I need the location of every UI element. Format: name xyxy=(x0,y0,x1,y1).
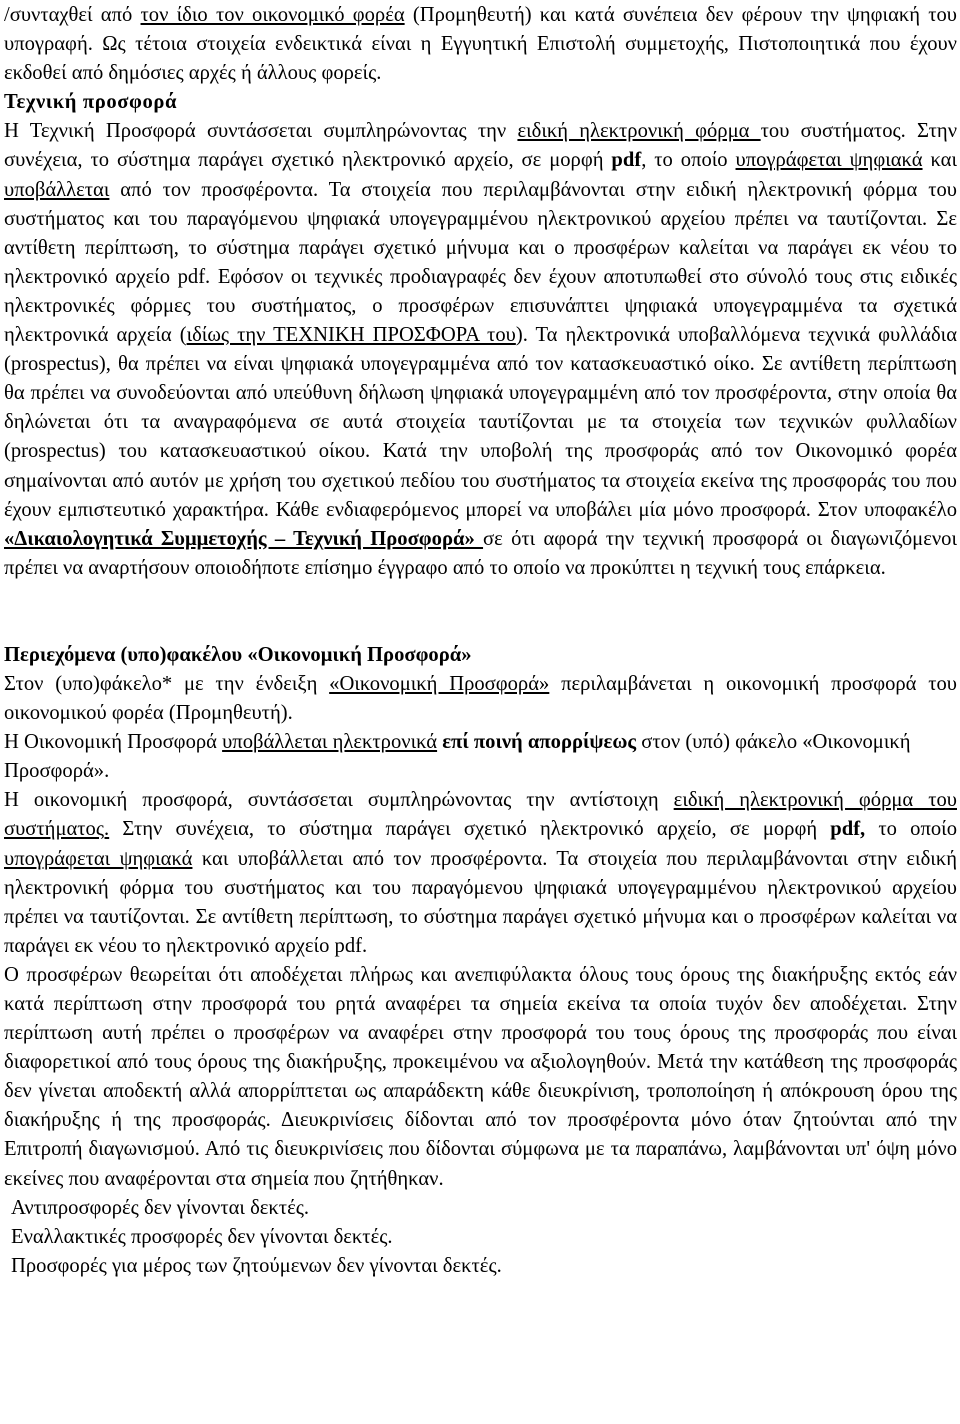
econ-text-2c: στον (υπό) φάκελο «Οικονομική Προσφορά». xyxy=(4,731,911,783)
partial-offers-text: Προσφορές για μέρος των ζητούμενων δεν γίνονται δεκτές. xyxy=(11,1254,502,1277)
econ-text-3c: το οποίο xyxy=(865,818,958,841)
intro-underlined-text: τον ίδιο τον οικονομικό φορέα xyxy=(140,4,405,26)
tech-text-d: και xyxy=(922,149,957,172)
econ-terms-text: Ο προσφέρων θεωρείται ότι αποδέχεται πλήρως και ανεπιφύλακτα όλους τους όρους της διακήρυξης εκτός εάν κατά περίπτωση στην προσφορά του ρητά αναφέρει τα σημεία εκείνα τα οποία τυχόν δεν αποδέχεται. Στην περίπτωση αυτή πρέπει ο προσφέρων να αναφέρει στην προσφορά του τους όρους της προσφοράς που είναι διαφορετικοί από τους όρους της διακήρυξης, προκειμένου να αξιολογηθούν. Μετά την κατάθεση της προσφοράς δεν γίνεται αποδεκτή αλλά απορρίπτεται ως απαράδεκτη κάθε διευκρίνιση, τροποποίηση ή απόκρουση όρου της διακήρυξης ή της προσφοράς. Διευκρινίσεις δίδονται από τον προσφέροντα μόνο όταν ζητούνται από την Επιτροπή διαγωνισμού. Από τις διευκρινίσεις που δίδονται σύμφωνα με τα παραπάνω, λαμβάνονται υπ' όψη μόνο εκείνες που αναφέρονται στα σημεία που ζητήθηκαν. xyxy=(4,963,957,1190)
tech-text-a: Η Τεχνική Προσφορά συντάσσεται συμπληρώνοντας την xyxy=(4,120,518,143)
economic-offer-heading xyxy=(4,641,957,670)
econ-underline-signed: υπογράφεται ψηφιακά xyxy=(4,847,193,870)
econ-text-2a: Η Οικονομική Προσφορά xyxy=(4,731,223,754)
counter-offers-line xyxy=(4,1194,957,1223)
econ-text-1a: Στον (υπο)φάκελο* με την ένδειξη xyxy=(4,672,330,695)
econ-underline-electronic: υποβάλλεται ηλεκτρονικά xyxy=(222,731,438,754)
tech-underline-technical-offer: ιδίως την ΤΕΧΝΙΚΗ ΠΡΟΣΦΟΡΑ του xyxy=(186,324,516,347)
partial-offers-line xyxy=(4,1252,957,1281)
tech-text-c: , το οποίο xyxy=(641,149,736,172)
econ-text-1b: περιλαμβάνεται η οικονομική προσφορά του οικονομικού φορέα (Προμηθευτή). xyxy=(4,672,957,725)
economic-offer-line-3 xyxy=(4,786,957,961)
tech-pdf-bold: pdf xyxy=(611,149,642,172)
econ-underline-form: ειδική ηλεκτρονική φόρμα του συστήματος. xyxy=(4,789,957,841)
tech-underline-form: ειδική ηλεκτρονική φόρμα xyxy=(517,120,761,143)
economic-offer-heading-text: Περιεχόμενα (υπο)φακέλου «Οικονομική Προσφορά» xyxy=(4,643,472,666)
tech-text-g: σε ότι αφορά την τεχνική προσφορά οι διαγωνιζόμενοι πρέπει να αναρτήσουν οποιοδήποτε επίσημο έγγραφο από το οποίο να προκύπτει η τεχνική τους επάρκεια. xyxy=(4,527,957,579)
alternative-offers-text: Εναλλακτικές προσφορές δεν γίνονται δεκτές. xyxy=(11,1225,393,1248)
economic-offer-line-2 xyxy=(4,728,957,786)
tech-text-f: ). Τα ηλεκτρονικά υποβαλλόμενα τεχνικά φυλλάδια (prospectus), θα πρέπει να είναι ψηφιακά υπογεγραμμένα από τον κατασκευαστικό οίκο. Σε αντίθετη περίπτωση θα πρέπει να συνοδεύονται από υπεύθυνη δήλωση ψηφιακά υπογεγραμμένη από τον προσφέροντα, στην οποία θα δηλώνεται ότι τα αναγραφόμενα σε αυτά στοιχεία ταυτίζονται με τα στοιχεία των τεχνικών φυλλαδίων (prospectus) του κατασκευαστικού οίκου. Κατά την υποβολή της προσφοράς από τον Οικονομικό φορέα σημαίνονται από αυτόν με χρήση του σχετικού πεδίου του συστήματος τα στοιχεία εκείνα της προσφοράς του που έχουν εμπιστευτικό χαρακτήρα. Κάθε ενδιαφερόμενος μπορεί να υποβάλει μία μόνο προσφορά. Στον υποφακέλο xyxy=(4,324,957,521)
tech-bold-underlined-envelope: «Δικαιολογητικά Συμμετοχής – Τεχνική Προσφορά» xyxy=(4,527,484,550)
econ-pdf-bold: pdf, xyxy=(830,818,866,841)
section-spacer xyxy=(4,583,957,641)
econ-text-3b: Στην συνέχεια, το σύστημα παράγει σχετικό ηλεκτρονικό αρχείο, σε μορφή xyxy=(109,818,831,841)
intro-text-a: /συνταχθεί από xyxy=(4,4,141,26)
intro-text-b: (Προμηθευτή) και κατά συνέπεια δεν φέρουν την ψηφιακή του υπογραφή. Ως τέτοια στοιχεία ενδεικτικά είναι η Εγγυητική Επιστολή συμμετοχής, Πιστοποιητικά που έχουν εκδοθεί από δημόσιες αρχές ή άλλους φορείς. xyxy=(4,4,958,85)
tech-text-e: από τον προσφέροντα. Τα στοιχεία που περιλαμβάνονται στην ειδική ηλεκτρονική φόρμα του συστήματος και του παραγόμενου ψηφιακά υπογεγραμμένου ηλεκτρονικού αρχείου πρέπει να ταυτίζονται. Σε αντίθετη περίπτωση, το σύστημα παράγει σχετικό μήνυμα και ο προσφέρων καλείται να παράγει εκ νέου το ηλεκτρονικό αρχείο pdf. Εφόσον οι τεχνικές προδιαγραφές δεν έχουν αποτυπωθεί στο σύνολό τους στις ειδικές ηλεκτρονικές φόρμες του συστήματος, ο προσφέρων επισυνάπτει ψηφιακά υπογεγραμμένα τα σχετικά ηλεκτρονικά αρχεία ( xyxy=(4,178,957,347)
econ-text-3a: Η οικονομική προσφορά, συντάσσεται συμπληρώνοντας την αντίστοιχη xyxy=(4,789,674,812)
intro-paragraph xyxy=(4,1,957,88)
economic-offer-line-1 xyxy=(4,670,957,728)
alternative-offers-line xyxy=(4,1223,957,1252)
tech-underline-submitted: υποβάλλεται xyxy=(4,178,110,201)
technical-offer-heading-text: Τεχνική προσφορά xyxy=(4,91,178,114)
tech-text-b: του συστήματος. Στην συνέχεια, το σύστημα παράγει σχετικό ηλεκτρονικό αρχείο, σε μορφή xyxy=(4,120,958,172)
technical-offer-heading xyxy=(4,88,957,117)
counter-offers-text: Αντιπροσφορές δεν γίνονται δεκτές. xyxy=(11,1196,310,1219)
tech-underline-signed: υπογράφεται ψηφιακά xyxy=(735,149,923,172)
econ-bold-penalty: επί ποινή απορρίψεως xyxy=(442,731,637,754)
economic-offer-terms xyxy=(4,961,957,1194)
econ-underline-envelope: «Οικονομική Προσφορά» xyxy=(329,672,550,695)
technical-offer-paragraph xyxy=(4,117,957,583)
econ-text-3d: και υποβάλλεται από τον προσφέροντα. Τα στοιχεία που περιλαμβάνονται στην ειδική ηλεκτρονική φόρμα του συστήματος και του παραγόμενου ψηφιακά υπογεγραμμένου ηλεκτρονικού αρχείου πρέπει να ταυτίζονται. Σε αντίθετη περίπτωση, το σύστημα παράγει σχετικό μήνυμα και ο προσφέρων καλείται να παράγει εκ νέου το ηλεκτρονικό αρχείο pdf. xyxy=(4,847,957,957)
